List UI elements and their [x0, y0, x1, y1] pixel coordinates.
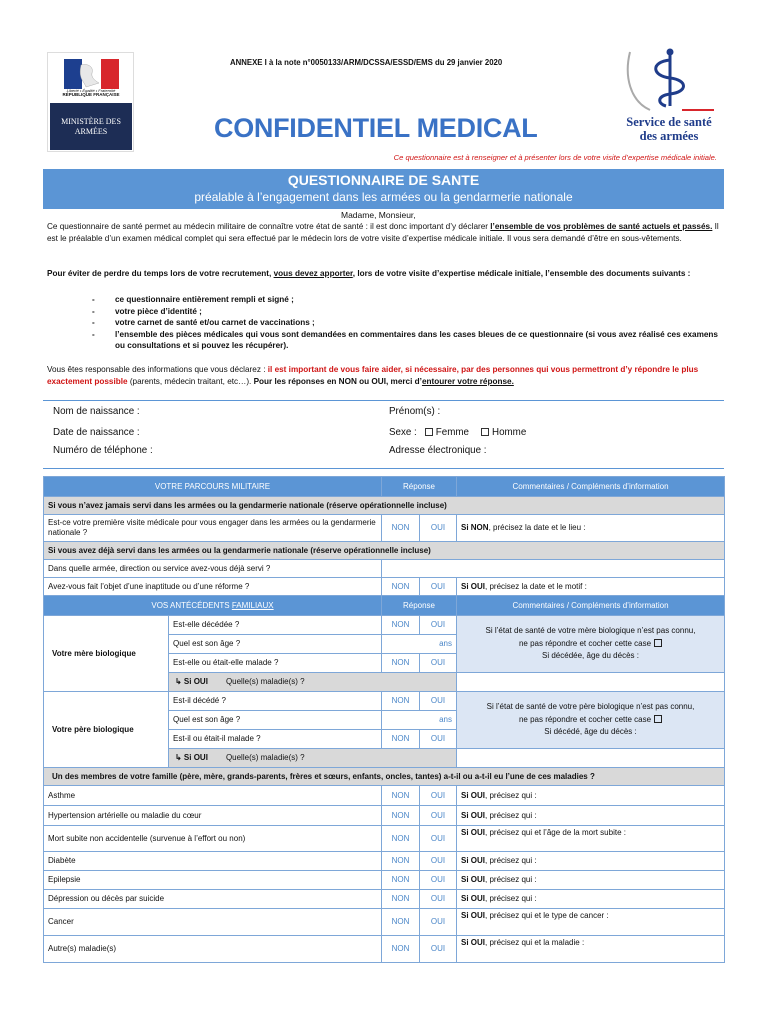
non-option[interactable]: NON — [382, 871, 420, 890]
oui-option[interactable]: OUI — [420, 936, 457, 963]
table-row — [44, 578, 725, 596]
p1-text-b: l’ensemble de vos problèmes de santé actuels et passés. — [490, 222, 713, 231]
si-label: Si OUI — [461, 938, 486, 947]
si-label: Si OUI — [461, 790, 486, 800]
comment-field[interactable] — [457, 890, 725, 909]
ssa-line2: des armées — [639, 128, 699, 143]
commentaires-header: Commentaires / Compléments d’information — [457, 477, 725, 497]
questionnaire-table — [43, 476, 725, 963]
oui-option[interactable]: OUI — [420, 730, 457, 749]
intro-paragraph-3 — [47, 364, 725, 387]
p3-text-d: Pour les réponses en NON ou OUI, merci d’ — [253, 376, 422, 386]
question-label: Dans quelle armée, direction ou service avez-vous déjà servi ? — [44, 560, 382, 578]
si-label: Si OUI — [461, 810, 486, 820]
sexe-field — [389, 427, 526, 438]
si-label: Si OUI — [461, 828, 486, 837]
comment-label: , précisez qui et le type de cancer : — [485, 911, 609, 920]
p1-text-a: Ce questionnaire de santé permet au médecin militaire de connaître votre état de santé : il est donc important d’y déclarer — [47, 222, 491, 231]
non-option[interactable]: NON — [382, 936, 420, 963]
annexe-reference: ANNEXE I à la note n°0050133/ARM/DCSSA/ESSD/EMS du 29 janvier 2020 — [230, 58, 503, 67]
section-label: Si vous n’avez jamais servi dans les armées ou la gendarmerie nationale (réserve opérationnelle incluse) — [44, 497, 725, 515]
comment-field[interactable] — [457, 515, 725, 542]
maladie-label: Mort subite non accidentelle (survenue à l’effort ou non) — [44, 826, 382, 852]
si-label: Si OUI — [461, 894, 486, 903]
greeting: Madame, Monsieur, — [341, 210, 416, 220]
si-label: Si OUI — [461, 856, 486, 865]
non-option[interactable]: NON — [382, 786, 420, 806]
comment-field[interactable] — [457, 852, 725, 871]
reponse-header: Réponse — [382, 477, 457, 497]
pere-note-2-row — [461, 714, 720, 727]
comment-label: , précisez la date et le lieu : — [488, 523, 586, 532]
comment-label: , précisez qui et la maladie : — [485, 938, 585, 947]
comment-field[interactable] — [457, 806, 725, 826]
ministere-label: MINISTÈRE DES ARMÉES — [50, 103, 132, 150]
question-label: Est-il ou était-il malade ? — [169, 730, 382, 749]
maladie-label: Asthme — [44, 786, 382, 806]
pere-note-3[interactable]: Si décédé, âge du décès : — [544, 727, 637, 737]
non-option[interactable]: NON — [382, 890, 420, 909]
non-option[interactable]: NON — [382, 909, 420, 936]
divider — [43, 468, 724, 469]
comment-label: , précisez qui : — [485, 810, 537, 820]
si-label: Si OUI — [461, 875, 486, 884]
question-label: Est-il décédé ? — [169, 692, 382, 711]
banner-title: QUESTIONNAIRE DE SANTE — [287, 172, 480, 188]
comment-field[interactable] — [457, 936, 725, 963]
question-label: Est-elle décédée ? — [169, 616, 382, 635]
question-label: Est-elle ou était-elle malade ? — [169, 654, 382, 673]
non-option[interactable]: NON — [382, 578, 420, 596]
familiaux-header — [44, 596, 382, 616]
list-item: - ce questionnaire entièrement rempli et signé ; — [92, 294, 724, 306]
marianne-flag-icon — [64, 59, 119, 89]
si-label: Si OUI — [461, 581, 486, 591]
oui-option[interactable]: OUI — [420, 806, 457, 826]
question-label: Quel est son âge ? — [169, 635, 382, 654]
maladie-label: Dépression ou décès par suicide — [44, 890, 382, 909]
maladie-label: Cancer — [44, 909, 382, 936]
non-option[interactable]: NON — [382, 852, 420, 871]
comment-label: , précisez qui : — [485, 856, 537, 865]
oui-option[interactable]: OUI — [420, 515, 457, 542]
mere-label: Votre mère biologique — [44, 616, 169, 692]
pere-note-box — [457, 692, 725, 749]
p3-text-c: (parents, médecin traitant, etc…). — [127, 376, 254, 386]
table-row — [44, 616, 725, 635]
comment-field[interactable] — [457, 578, 725, 596]
oui-option[interactable]: OUI — [420, 909, 457, 936]
comment-label: , précisez qui : — [485, 790, 537, 800]
questionnaire-banner — [43, 169, 724, 209]
mere-note-1: Si l’état de santé de votre mère biologique n’est pas connu, — [485, 626, 696, 636]
maladies-field[interactable] — [457, 673, 725, 692]
table-row — [44, 826, 725, 852]
maladie-label: Hypertension artérielle ou maladie du cœur — [44, 806, 382, 826]
list-item: - votre pièce d’identité ; — [92, 306, 724, 318]
maladies-label: Quelle(s) maladie(s) ? — [225, 677, 305, 686]
familiaux-header-a: VOS ANTÉCÉDENTS — [151, 600, 232, 610]
femme-checkbox[interactable] — [425, 428, 433, 436]
table-row — [44, 871, 725, 890]
si-oui-row — [169, 673, 457, 692]
si-oui-label: ↳ Si OUI — [175, 677, 208, 686]
si-oui-label: ↳ Si OUI — [175, 753, 208, 762]
maladies-label: Quelle(s) maladie(s) ? — [225, 753, 305, 762]
si-oui-row — [169, 749, 457, 768]
comment-field[interactable] — [457, 909, 725, 936]
prenom-field[interactable]: Prénom(s) : — [389, 406, 441, 417]
mere-note-2-row — [461, 638, 720, 651]
table-row — [44, 560, 725, 578]
question-label: Est-ce votre première visite médicale pour vous engager dans les armées ou la gendarmerie nationale ? — [44, 515, 382, 542]
section-label: Un des membres de votre famille (père, mère, grands-parents, frères et sœurs, enfants, oncles, tantes) a-t-il ou a-t-il eu l’une de ces maladies ? — [44, 768, 725, 786]
mere-note-3[interactable]: Si décédée, âge du décès : — [542, 651, 639, 661]
p3-text-e: entourer votre réponse. — [421, 376, 514, 386]
table-row — [44, 692, 725, 711]
maladies-field[interactable] — [457, 749, 725, 768]
oui-option[interactable]: OUI — [420, 616, 457, 635]
table-header-row — [44, 477, 725, 497]
ssa-logo-text — [618, 116, 720, 144]
sexe-label: Sexe : — [389, 427, 417, 438]
motto-text: Liberté • Égalité • Fraternité — [66, 88, 116, 93]
pere-note-2: ne pas répondre et cocher cette case — [518, 714, 652, 724]
ssa-line1: Service de santé — [626, 115, 712, 129]
oui-option[interactable]: OUI — [420, 890, 457, 909]
table-row — [44, 909, 725, 936]
non-option[interactable]: NON — [382, 806, 420, 826]
banner-subtitle: préalable à l’engagement dans les armées ou la gendarmerie nationale — [194, 190, 573, 204]
reponse-header: Réponse — [382, 596, 457, 616]
p2-text-c: , lors de votre visite d’expertise médicale initiale, l’ensemble des documents suivants : — [352, 269, 691, 278]
p3-text-a: Vous êtes responsable des informations que vous déclarez : — [47, 365, 268, 374]
homme-checkbox[interactable] — [481, 428, 489, 436]
email-field[interactable]: Adresse électronique : — [389, 445, 487, 456]
documents-list — [92, 294, 724, 352]
maladie-label: Diabète — [44, 852, 382, 871]
table-header-row — [44, 596, 725, 616]
answer-field[interactable] — [382, 560, 725, 578]
list-item: - l’ensemble des pièces médicales qui vous sont demandées en commentaires dans les cases bleues de ce questionnaire (si vous avez réalisé ces examens ou consultations et si pouvez les récupérer). — [92, 329, 724, 352]
oui-option[interactable]: OUI — [420, 786, 457, 806]
non-option[interactable]: NON — [382, 692, 420, 711]
oui-option[interactable]: OUI — [420, 692, 457, 711]
parcours-header: VOTRE PARCOURS MILITAIRE — [44, 477, 382, 497]
table-row — [44, 515, 725, 542]
instruction-text: Ce questionnaire est à renseigner et à présenter lors de votre visite d’expertise médicale initiale. — [393, 153, 717, 162]
pere-label: Votre père biologique — [44, 692, 169, 768]
republique-text: RÉPUBLIQUE FRANÇAISE — [62, 92, 120, 98]
table-row — [44, 890, 725, 909]
intro-paragraph-1 — [47, 221, 725, 244]
non-option[interactable]: NON — [382, 654, 420, 673]
divider — [43, 400, 724, 401]
section-row — [44, 497, 725, 515]
comment-field[interactable] — [457, 786, 725, 806]
p1-text-c: Il est le préalable d’un examen médical complet qui sera effectué par le médecin lors de votre visite d’expertise médicale initiale. Il vous sera demandé d’être en sous-vêtements. — [47, 222, 719, 243]
date-naissance-field[interactable]: Date de naissance : — [53, 427, 140, 438]
pere-inconnu-checkbox[interactable] — [654, 715, 662, 723]
oui-option[interactable]: OUI — [420, 654, 457, 673]
maladie-label: Autre(s) maladie(s) — [44, 936, 382, 963]
non-option[interactable]: NON — [382, 826, 420, 852]
comment-field[interactable] — [457, 826, 725, 852]
non-option[interactable]: NON — [382, 616, 420, 635]
mere-note-2: ne pas répondre et cocher cette case — [518, 638, 652, 648]
p3-text-b: il est important de vous faire aider, si nécessaire, par des personnes qui vous permettront d’y répondre le plus exactement possible — [47, 365, 699, 386]
intro-paragraph-2 — [47, 268, 725, 280]
age-field[interactable]: ans — [382, 711, 457, 730]
republique-label — [51, 89, 131, 98]
maladie-label: Epilepsie — [44, 871, 382, 890]
question-label: Avez-vous fait l’objet d’une inaptitude ou d’une réforme ? — [44, 578, 382, 596]
section-row — [44, 542, 725, 560]
mere-inconnu-checkbox[interactable] — [654, 639, 662, 647]
si-label: Si NON — [461, 523, 489, 532]
non-option[interactable]: NON — [382, 730, 420, 749]
femme-label: Femme — [435, 427, 469, 438]
mere-note-box — [457, 616, 725, 673]
table-row — [44, 806, 725, 826]
p2-text-a: Pour éviter de perdre du temps lors de votre recrutement, — [47, 269, 274, 278]
oui-option[interactable]: OUI — [420, 826, 457, 852]
telephone-field[interactable]: Numéro de téléphone : — [53, 445, 153, 456]
table-row — [44, 786, 725, 806]
comment-field[interactable] — [457, 871, 725, 890]
section-row — [44, 768, 725, 786]
section-label: Si vous avez déjà servi dans les armées ou la gendarmerie nationale (réserve opérationnelle incluse) — [44, 542, 725, 560]
oui-option[interactable]: OUI — [420, 852, 457, 871]
familiaux-header-b: FAMILIAUX — [231, 600, 274, 610]
age-field[interactable]: ans — [382, 635, 457, 654]
table-row — [44, 936, 725, 963]
nom-field[interactable]: Nom de naissance : — [53, 406, 140, 417]
ministere-logo — [47, 52, 134, 152]
pere-note-1: Si l’état de santé de votre père biologique n’est pas connu, — [486, 702, 695, 712]
list-item: - votre carnet de santé et/ou carnet de vaccinations ; — [92, 317, 724, 329]
table-row — [44, 852, 725, 871]
oui-option[interactable]: OUI — [420, 578, 457, 596]
page-title: CONFIDENTIEL MEDICAL — [214, 113, 538, 143]
oui-option[interactable]: OUI — [420, 871, 457, 890]
p2-text-b: vous devez apporter — [273, 269, 353, 278]
comment-label: , précisez qui : — [485, 894, 537, 903]
si-label: Si OUI — [461, 911, 486, 920]
homme-label: Homme — [492, 427, 527, 438]
comment-label: , précisez la date et le motif : — [485, 581, 587, 591]
commentaires-header: Commentaires / Compléments d’information — [457, 596, 725, 616]
non-option[interactable]: NON — [382, 515, 420, 542]
comment-label: , précisez qui et l’âge de la mort subite : — [485, 828, 626, 837]
comment-label: , précisez qui : — [485, 875, 537, 884]
question-label: Quel est son âge ? — [169, 711, 382, 730]
